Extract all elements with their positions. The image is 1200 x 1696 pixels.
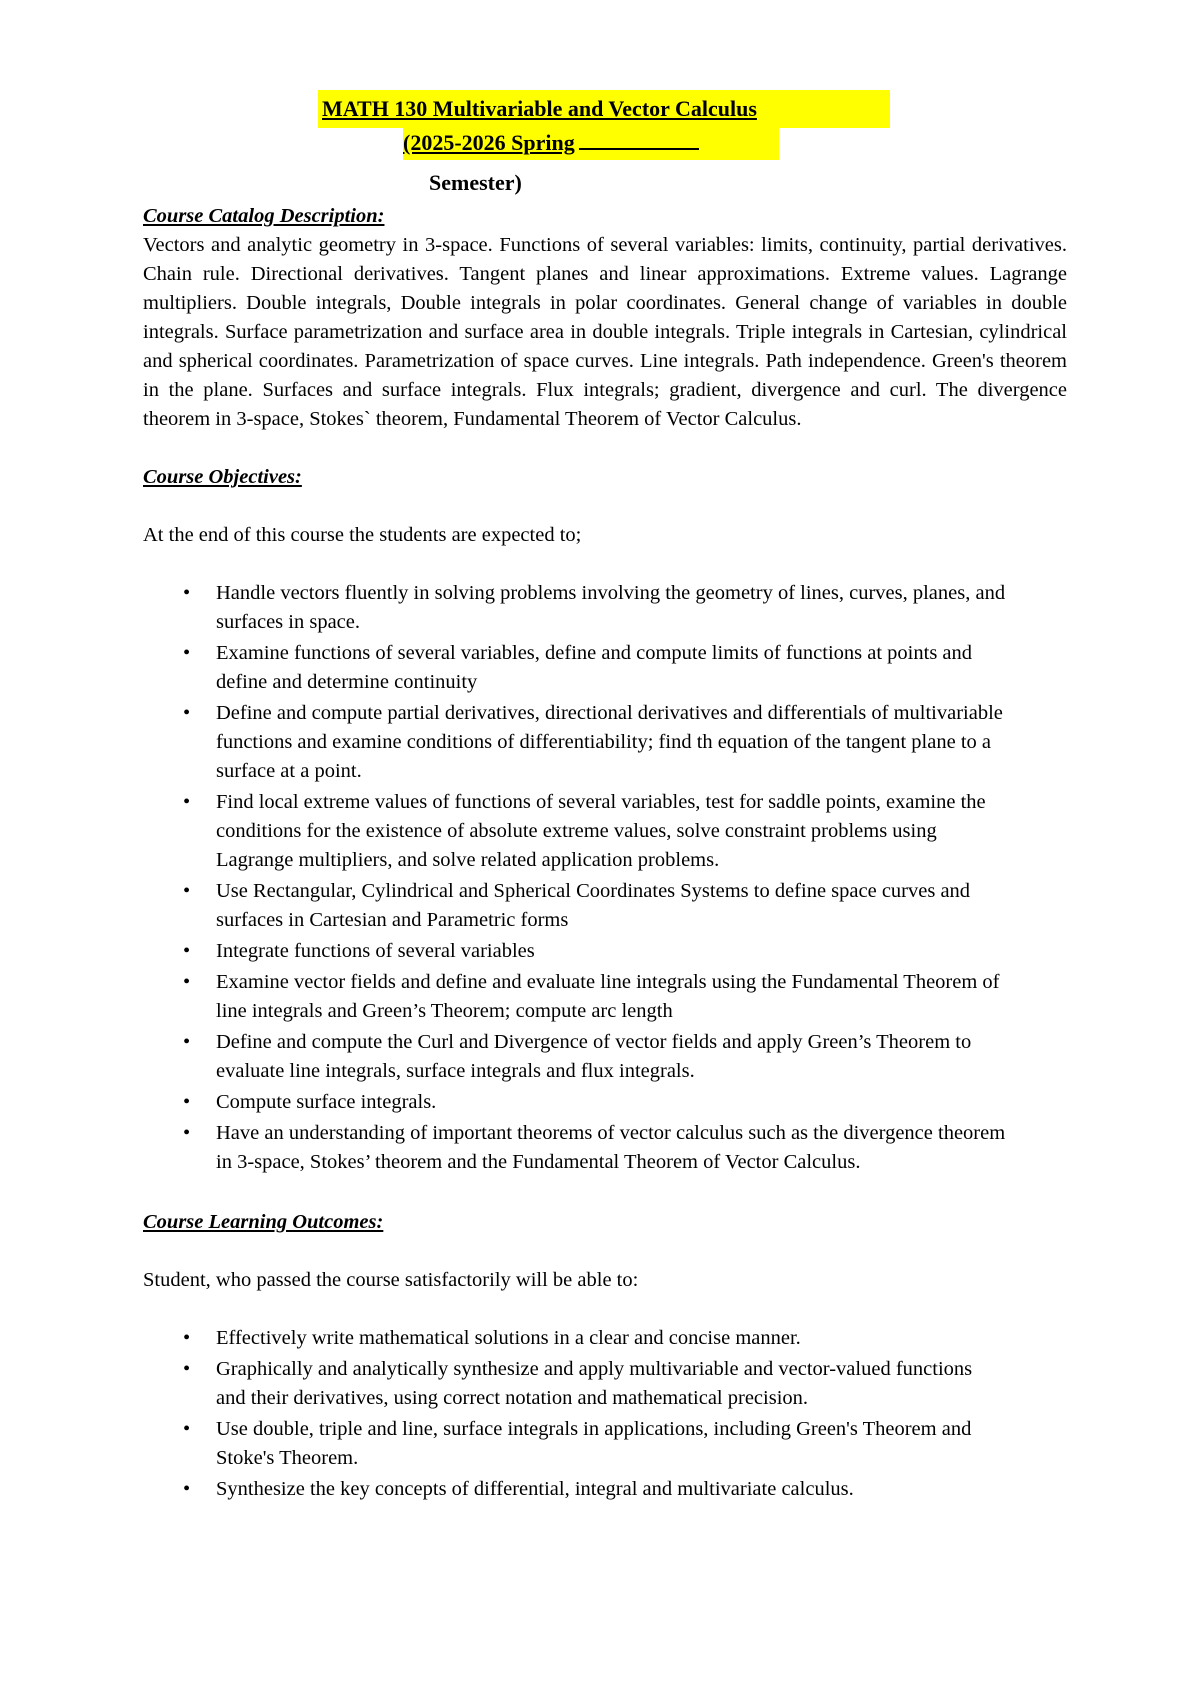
term-underline-fill	[579, 126, 699, 150]
objective-item	[143, 639, 1006, 697]
bullet-icon: •	[183, 940, 191, 962]
objective-item	[143, 968, 1006, 1026]
objective-item	[143, 1028, 1006, 1086]
title-block	[143, 90, 1067, 205]
outcome-item	[143, 1475, 1006, 1504]
objective-item	[143, 788, 1006, 875]
objective-text: Have an understanding of important theorems of vector calculus such as the divergence theorem in 3-space, Stokes’ theorem and the Fundamental Theorem of Vector Calculus.	[216, 1122, 1006, 1173]
objective-text: Examine functions of several variables, define and compute limits of functions at points and define and determine continuity	[216, 642, 973, 693]
course-title: MATH 130 Multivariable and Vector Calculus	[318, 90, 890, 128]
objective-text: Use Rectangular, Cylindrical and Spherical Coordinates Systems to define space curves and surfaces in Cartesian and Parametric forms	[216, 880, 971, 931]
course-term	[403, 126, 779, 160]
objective-text: Integrate functions of several variables	[216, 940, 535, 962]
spacer	[143, 1179, 1067, 1208]
objective-item	[143, 877, 1006, 935]
catalog-heading: Course Catalog Description:	[143, 205, 385, 227]
outcomes-lead: Student, who passed the course satisfactorily will be able to:	[143, 1269, 639, 1291]
objective-item	[143, 1088, 1006, 1117]
objective-text: Define and compute partial derivatives, directional derivatives and differentials of multivariable functions and examine conditions of differentiability; find th equation of the tangent plane to a surface at a point.	[216, 702, 1003, 782]
bullet-icon: •	[183, 1327, 191, 1349]
bullet-icon: •	[183, 1478, 191, 1500]
catalog-description: Vectors and analytic geometry in 3-space. Functions of several variables: limits, continuity, partial derivatives. Chain rule. Directional derivatives. Tangent planes and linear approximations. Extreme values. Lagrange multipliers. Double integrals, Double integrals in polar coordinates. General change of variables in double integrals. Surface parametrization and surface area in double integrals. Triple integrals in Cartesian, cylindrical and spherical coordinates. Parametrization of space curves. Line integrals. Path independence. Green's theorem in the plane. Surfaces and surface integrals. Flux integrals; gradient, divergence and curl. The divergence theorem in 3-space, Stokes` theorem, Fundamental Theorem of Vector Calculus.	[143, 234, 1067, 430]
bullet-icon: •	[183, 642, 191, 664]
objectives-list	[143, 579, 1067, 1177]
outcome-item	[143, 1324, 1006, 1353]
spacer	[143, 1237, 1067, 1266]
outcome-item	[143, 1355, 1006, 1413]
bullet-icon: •	[183, 971, 191, 993]
spacer	[143, 550, 1067, 579]
objective-text: Define and compute the Curl and Divergence of vector fields and apply Green’s Theorem to evaluate line integrals, surface integrals and flux integrals.	[216, 1031, 972, 1082]
objective-text: Examine vector fields and define and evaluate line integrals using the Fundamental Theorem of line integrals and Green’s Theorem; compute arc length	[216, 971, 1000, 1022]
bullet-icon: •	[183, 702, 191, 724]
outcome-text: Use double, triple and line, surface integrals in applications, including Green's Theorem and Stoke's Theorem.	[216, 1418, 972, 1469]
bullet-icon: •	[183, 880, 191, 902]
bullet-icon: •	[183, 1091, 191, 1113]
bullet-icon: •	[183, 1358, 191, 1380]
objective-item	[143, 937, 1006, 966]
objectives-lead: At the end of this course the students are expected to;	[143, 524, 582, 546]
outcome-item	[143, 1415, 1006, 1473]
course-term-end: Semester)	[429, 170, 522, 195]
bullet-icon: •	[183, 1031, 191, 1053]
spacer	[143, 492, 1067, 521]
bullet-icon: •	[183, 582, 191, 604]
outcome-text: Synthesize the key concepts of differential, integral and multivariate calculus.	[216, 1478, 854, 1500]
outcomes-list	[143, 1324, 1067, 1504]
outcomes-heading: Course Learning Outcomes:	[143, 1211, 384, 1233]
document-body	[143, 202, 1067, 1506]
objective-item	[143, 579, 1006, 637]
objective-item	[143, 1119, 1006, 1177]
bullet-icon: •	[183, 791, 191, 813]
spacer	[143, 434, 1067, 463]
outcome-text: Graphically and analytically synthesize and apply multivariable and vector-valued functions and their derivatives, using correct notation and mathematical precision.	[216, 1358, 973, 1409]
objective-text: Compute surface integrals.	[216, 1091, 437, 1113]
outcome-text: Effectively write mathematical solutions in a clear and concise manner.	[216, 1327, 801, 1349]
objective-item	[143, 699, 1006, 786]
bullet-icon: •	[183, 1418, 191, 1440]
objective-text: Handle vectors fluently in solving problems involving the geometry of lines, curves, planes, and surfaces in space.	[216, 582, 1006, 633]
course-term-text: (2025-2026 Spring	[403, 130, 575, 155]
spacer	[143, 1295, 1067, 1324]
bullet-icon: •	[183, 1122, 191, 1144]
objective-text: Find local extreme values of functions of several variables, test for saddle points, examine the conditions for the existence of absolute extreme values, solve constraint problems using Lagrange multipliers, and solve related application problems.	[216, 791, 986, 871]
objectives-heading: Course Objectives:	[143, 466, 302, 488]
